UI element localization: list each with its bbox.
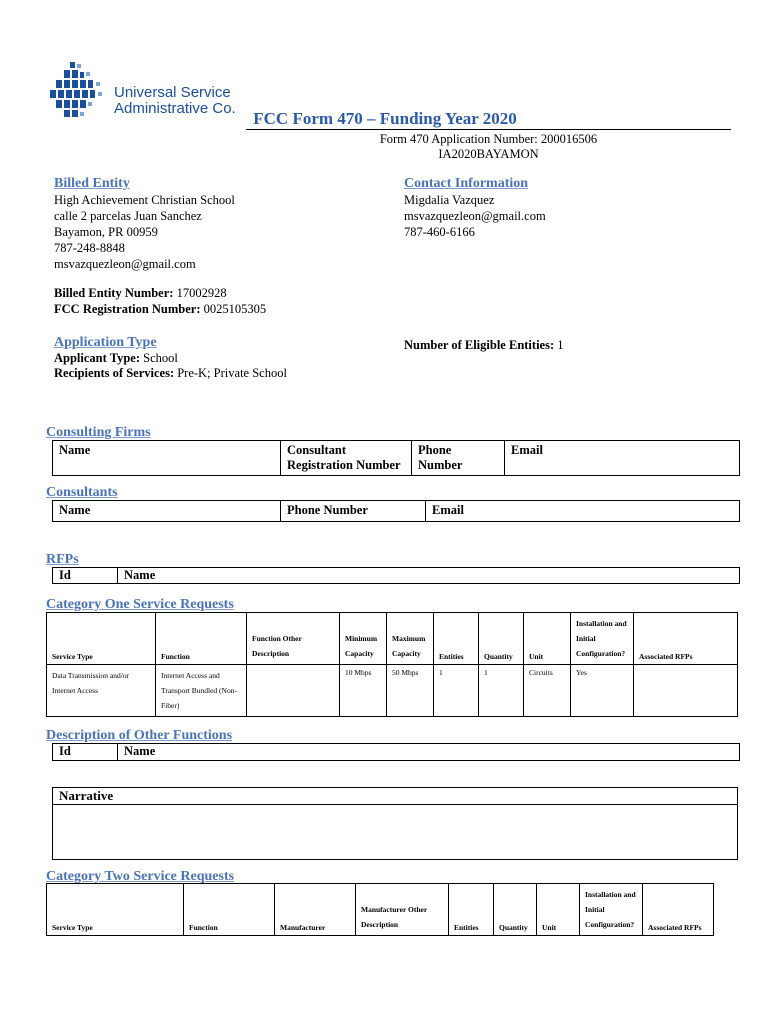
applicant-type bbox=[54, 350, 178, 366]
column-header: Installation and Initial Configuration? bbox=[571, 613, 634, 665]
recipients-of-services bbox=[54, 365, 287, 381]
contact-line: Migdalia Vazquez bbox=[404, 193, 495, 207]
eligible-entities-label: Number of Eligible Entities: bbox=[404, 338, 555, 352]
table-header-row bbox=[53, 568, 740, 584]
column-header: Associated RFPs bbox=[643, 884, 714, 936]
consultants-heading: Consultants bbox=[46, 485, 118, 500]
category-two-heading: Category Two Service Requests bbox=[46, 869, 235, 884]
application-nickname: IA2020BAYAMON bbox=[438, 147, 539, 161]
column-header: Manufacturer bbox=[275, 884, 356, 936]
fcc-registration-value: 0025105305 bbox=[203, 302, 267, 316]
column-header: Maximum Capacity bbox=[387, 613, 434, 665]
table-header-row bbox=[53, 501, 740, 522]
column-header: Function bbox=[184, 884, 275, 936]
column-header: Name bbox=[53, 441, 281, 476]
column-header: Service Type bbox=[47, 884, 184, 936]
column-header: Consultant Registration Number bbox=[281, 441, 412, 476]
other-functions-table bbox=[52, 743, 740, 761]
contact-heading: Contact Information bbox=[404, 176, 529, 191]
logo-line-1: Universal Service bbox=[114, 84, 231, 101]
table-cell: Data Transmission and/or Internet Access bbox=[47, 665, 156, 717]
billed-entity-line: calle 2 parcelas Juan Sanchez bbox=[54, 209, 202, 223]
narrative-body bbox=[53, 805, 738, 860]
billed-entity-line: 787-248-8848 bbox=[54, 241, 125, 255]
applicant-type-label: Applicant Type: bbox=[54, 351, 141, 365]
table-cell: 10 Mbps bbox=[340, 665, 387, 717]
column-header: Id bbox=[53, 568, 118, 584]
table-header-row bbox=[53, 788, 738, 805]
table-header-row bbox=[53, 441, 740, 476]
table-cell bbox=[634, 665, 738, 717]
column-header: Manufacturer Other Description bbox=[356, 884, 449, 936]
column-header: Quantity bbox=[479, 613, 524, 665]
billed-entity-number-label: Billed Entity Number: bbox=[54, 286, 174, 300]
application-number: Form 470 Application Number: 200016506 bbox=[379, 132, 598, 146]
billed-entity-number-value: 17002928 bbox=[176, 286, 227, 300]
category-one-heading: Category One Service Requests bbox=[46, 597, 234, 612]
column-header: Associated RFPs bbox=[634, 613, 738, 665]
billed-entity-heading: Billed Entity bbox=[54, 176, 130, 191]
other-functions-heading: Description of Other Functions bbox=[46, 728, 233, 743]
column-header: Entities bbox=[434, 613, 479, 665]
column-header: Service Type bbox=[47, 613, 156, 665]
table-row bbox=[47, 665, 738, 717]
consultants-table bbox=[52, 500, 740, 522]
rfps-table bbox=[52, 567, 740, 584]
column-header: Entities bbox=[449, 884, 494, 936]
recipients-label: Recipients of Services: bbox=[54, 366, 175, 380]
billed-entity-line: Bayamon, PR 00959 bbox=[54, 225, 158, 239]
table-cell bbox=[247, 665, 340, 717]
table-row bbox=[53, 805, 738, 860]
fcc-registration-label: FCC Registration Number: bbox=[54, 302, 201, 316]
table-cell: Internet Access and Transport Bundled (Non-Fiber) bbox=[156, 665, 247, 717]
billed-entity-line: msvazquezleon@gmail.com bbox=[54, 257, 196, 271]
column-header: Unit bbox=[537, 884, 580, 936]
table-header-row bbox=[47, 613, 738, 665]
page-title: FCC Form 470 – Funding Year 2020 bbox=[253, 109, 517, 128]
column-header: Phone Number bbox=[412, 441, 505, 476]
column-header: Name bbox=[53, 501, 281, 522]
table-cell: 50 Mbps bbox=[387, 665, 434, 717]
consulting-firms-table bbox=[52, 440, 740, 476]
title-rule bbox=[246, 129, 731, 130]
category-one-table bbox=[46, 612, 738, 717]
application-type-heading: Application Type bbox=[54, 335, 157, 350]
fcc-registration-number bbox=[54, 301, 266, 317]
eligible-entities bbox=[404, 337, 564, 353]
column-header: Email bbox=[426, 501, 740, 522]
column-header: Phone Number bbox=[281, 501, 426, 522]
column-header: Minimum Capacity bbox=[340, 613, 387, 665]
contact-line: 787-460-6166 bbox=[404, 225, 475, 239]
column-header: Id bbox=[53, 744, 118, 761]
column-header: Function bbox=[156, 613, 247, 665]
billed-entity-line: High Achievement Christian School bbox=[54, 193, 235, 207]
billed-entity-number bbox=[54, 285, 227, 301]
contact-info bbox=[404, 192, 546, 240]
recipients-value: Pre-K; Private School bbox=[177, 366, 287, 380]
billed-entity-address bbox=[54, 192, 235, 272]
logo-line-2: Administrative Co. bbox=[114, 100, 236, 117]
narrative-heading: Narrative bbox=[53, 788, 738, 805]
column-header: Unit bbox=[524, 613, 571, 665]
column-header: Name bbox=[118, 744, 740, 761]
column-header: Email bbox=[505, 441, 740, 476]
applicant-type-value: School bbox=[143, 351, 178, 365]
column-header: Installation and Initial Configuration? bbox=[580, 884, 643, 936]
table-header-row bbox=[53, 744, 740, 761]
table-cell: Circuits bbox=[524, 665, 571, 717]
column-header: Quantity bbox=[494, 884, 537, 936]
table-cell: Yes bbox=[571, 665, 634, 717]
column-header: Name bbox=[118, 568, 740, 584]
rfps-heading: RFPs bbox=[46, 552, 79, 567]
column-header: Function Other Description bbox=[247, 613, 340, 665]
table-cell: 1 bbox=[434, 665, 479, 717]
table-cell: 1 bbox=[479, 665, 524, 717]
consulting-firms-heading: Consulting Firms bbox=[46, 425, 151, 440]
table-header-row bbox=[47, 884, 714, 936]
eligible-entities-value: 1 bbox=[557, 338, 564, 352]
narrative-table bbox=[52, 787, 738, 860]
category-two-table bbox=[46, 883, 714, 936]
contact-line: msvazquezleon@gmail.com bbox=[404, 209, 546, 223]
